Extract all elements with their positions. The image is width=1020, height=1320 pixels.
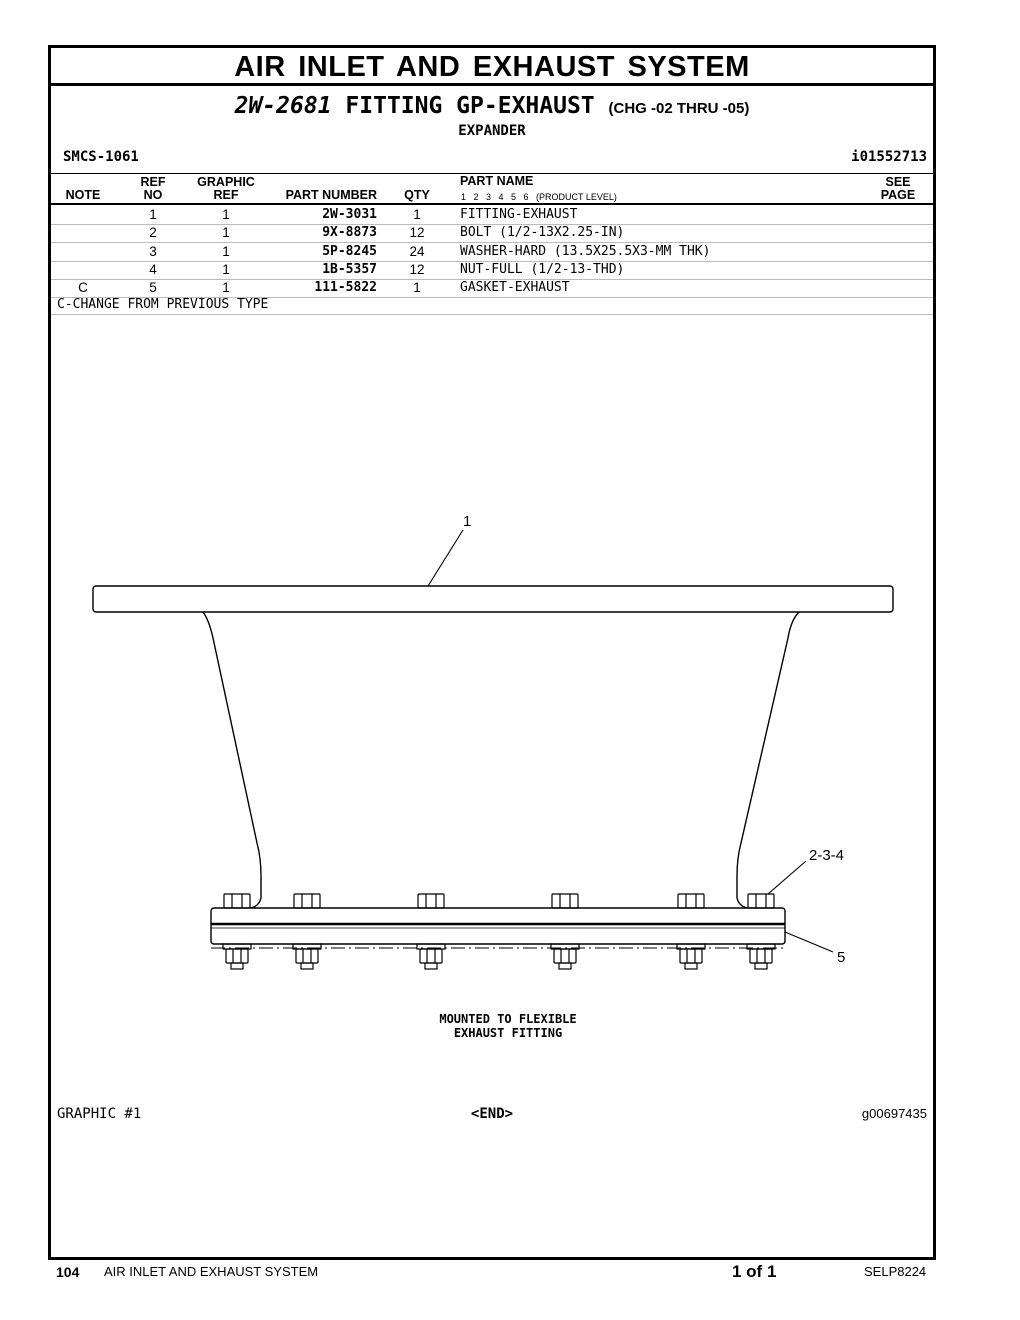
callout-2-3-4: 2-3-4 <box>809 847 845 864</box>
cone-left-side <box>203 612 261 908</box>
row-graphic-ref: 1 <box>222 207 230 222</box>
row-ref-no: 2 <box>149 225 157 241</box>
page-frame <box>48 45 936 1260</box>
row-qty: 12 <box>409 261 425 277</box>
change-range: (CHG -02 THRU -05) <box>608 100 750 117</box>
row-part-name: BOLT (1/2-13X2.25-IN) <box>460 225 625 241</box>
page-title: AIR INLET AND EXHAUST SYSTEM <box>51 48 933 86</box>
cone-right-side <box>737 612 799 908</box>
row-part-number: 9X-8873 <box>322 225 377 241</box>
bolt-assembly <box>223 894 251 969</box>
bolt-assembly <box>293 894 321 969</box>
header-see-top: SEE <box>885 175 911 189</box>
row-part-number: 2W-3031 <box>322 207 377 222</box>
smcs-code: SMCS-1061 <box>63 149 139 165</box>
part-subtitle: EXPANDER <box>458 123 526 139</box>
row-note: C <box>78 280 88 296</box>
graphic-label: GRAPHIC #1 <box>57 1106 142 1122</box>
bolt-assembly <box>551 894 579 969</box>
row-qty: 12 <box>409 225 425 241</box>
change-note: C-CHANGE FROM PREVIOUS TYPE <box>57 297 269 312</box>
row-graphic-ref: 1 <box>222 225 230 241</box>
callout-5: 5 <box>837 949 846 966</box>
row-part-name: FITTING-EXHAUST <box>460 207 578 222</box>
graphic-code: g00697435 <box>861 1106 927 1121</box>
row-ref-no: 1 <box>149 207 157 222</box>
row-part-name: NUT-FULL (1/2-13-THD) <box>460 261 625 277</box>
row-ref-no: 5 <box>149 280 157 296</box>
document-id: i01552713 <box>851 149 927 165</box>
header-graphic-top: GRAPHIC <box>197 175 255 189</box>
header-qty: QTY <box>404 188 430 202</box>
header-graphic-bottom: REF <box>213 188 239 202</box>
header-ref-bottom: NO <box>143 188 163 202</box>
footer-doc-number: SELP8224 <box>864 1264 927 1279</box>
part-name: FITTING GP-EXHAUST <box>345 93 595 119</box>
row-graphic-ref: 1 <box>222 280 230 296</box>
row-qty: 24 <box>409 243 425 259</box>
leader-1 <box>428 530 463 586</box>
row-qty: 1 <box>413 280 421 296</box>
leader-5 <box>785 932 833 952</box>
part-number: 2W-2681 <box>234 93 332 119</box>
leader-2-3-4 <box>768 861 806 894</box>
bolt-assembly <box>747 894 775 969</box>
row-part-name: GASKET-EXHAUST <box>460 280 570 296</box>
bolt-assembly <box>677 894 705 969</box>
row-part-number: 1B-5357 <box>322 261 377 277</box>
footer-page-of: 1 of 1 <box>732 1262 777 1281</box>
caption-line-2: EXHAUST FITTING <box>453 1026 563 1040</box>
callout-1: 1 <box>463 513 472 530</box>
header-product-level: 1 2 3 4 5 6 (PRODUCT LEVEL) <box>461 192 617 202</box>
row-ref-no: 4 <box>149 261 157 277</box>
header-part-name: PART NAME <box>460 174 534 188</box>
header-ref-top: REF <box>140 175 166 189</box>
bolt-assembly <box>417 894 445 969</box>
caption-line-1: MOUNTED TO FLEXIBLE <box>439 1012 577 1026</box>
header-note: NOTE <box>65 188 101 202</box>
bottom-flange <box>211 908 785 944</box>
end-marker: <END> <box>470 1106 514 1122</box>
row-part-number: 5P-8245 <box>322 243 377 259</box>
top-flange <box>93 586 893 612</box>
exhaust-fitting-graphic <box>51 48 933 1257</box>
row-part-number: 111-5822 <box>314 280 377 296</box>
row-part-name: WASHER-HARD (13.5X25.5X3-MM THK) <box>460 243 711 259</box>
row-graphic-ref: 1 <box>222 261 230 277</box>
row-qty: 1 <box>413 207 421 222</box>
header-see-bottom: PAGE <box>880 188 916 202</box>
row-graphic-ref: 1 <box>222 243 230 259</box>
row-ref-no: 3 <box>149 243 157 259</box>
footer-section: AIR INLET AND EXHAUST SYSTEM <box>104 1264 319 1279</box>
header-part-number: PART NUMBER <box>285 188 377 202</box>
footer-page-number: 104 <box>56 1264 80 1280</box>
